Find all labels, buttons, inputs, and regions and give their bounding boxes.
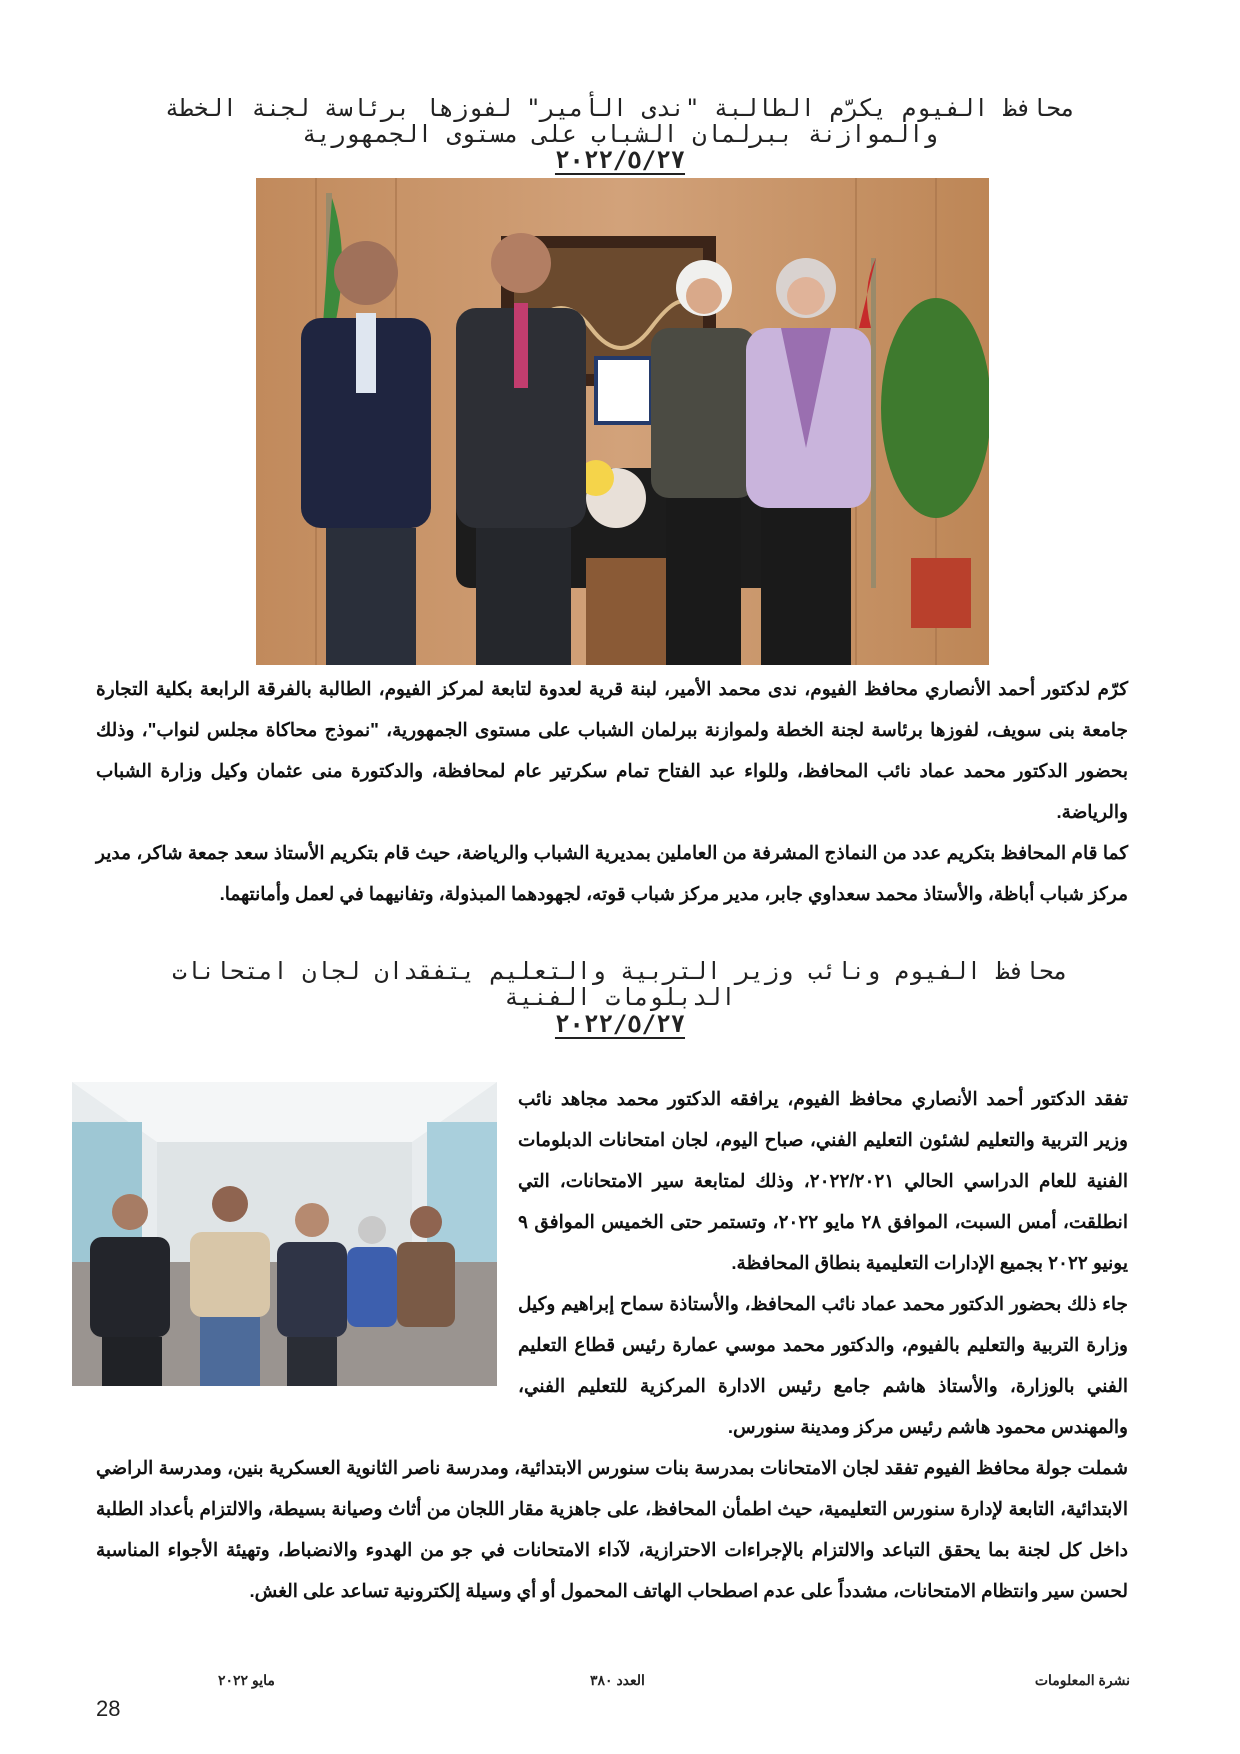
article1-paragraph-2: كما قام المحافظ بتكريم عدد من النماذج المشرفة من العاملين بمديرية الشباب والرياضة، حيث قام بتكريم الأستاذ سعد جمعة شاكر، مدير مركز شباب أباظة، والأستاذ محمد سعداوي جابر، مدير مركز شباب قوته، لجهودهما المبذولة، وتفانيهما في لعمل وأمانتهما. <box>96 842 1128 904</box>
page-number: 28 <box>96 1696 121 1721</box>
article1-title-line1: محافظ الفيوم يكرّم الطالبة "ندى الأمير" لفوزها برئاسة لجنة الخطة <box>164 94 1076 122</box>
article2-paragraph-3: شملت جولة محافظ الفيوم تفقد لجان الامتحانات بمدرسة بنات سنورس الابتدائية، ومدرسة ناصر الثانوية العسكرية بنين، ومدرسة الراضي الابتدائية، التابعة لإدارة سنورس التعليمية، حيث اطمأن المحافظ، على جاهزية مقار اللجان من أثاث وصيانة بسيطة، والالتزام بأعداد الطلبة داخل كل لجنة بما يحقق التباعد والالتزام بالإجراءات الاحترازية، لآداء الامتحانات في جو من الهدوء والانضباط، وتهيئة الأجواء المناسبة لحسن سير وانتظام الامتحانات، مشدداً على عدم اصطحاب الهاتف المحمول أو أي وسيلة إلكترونية تساعد على الغش. <box>96 1457 1128 1601</box>
footer-month: مايو ٢٠٢٢ <box>218 1672 275 1688</box>
article1-paragraph-1: كرّم لدكتور أحمد الأنصاري محافظ الفيوم، ندى محمد الأمير، لبنة قرية لعدوة لتابعة لمركز الفيوم، الطالبة بالفرقة الرابعة بكلية التجارة جامعة بنى سويف، لفوزها برئاسة لجنة الخطة ولموازنة ببرلمان الشباب على مستوى الجمهورية، "نموذج محاكاة مجلس لنواب"، وذلك بحضور الدكتور محمد عماد نائب المحافظ، وللواء عبد الفتاح تمام سكرتير عام لمحافظة، والدكتورة منى عثمان وكيل وزارة الشباب والرياضة. <box>96 678 1128 822</box>
article1-title-line2: والموازنة ببرلمان الشباب على مستوى الجمهورية <box>302 120 938 148</box>
article2-title-line2: الدبلومات الفنية <box>504 983 736 1011</box>
article2-title-line1: محافظ الفيوم ونائب وزير التربية والتعليم يتفقدان لجان امتحانات <box>172 957 1068 985</box>
article1-date: ٢٠٢٢/٥/٢٧ <box>554 146 686 174</box>
article2-paragraph-2: جاء ذلك بحضور الدكتور محمد عماد نائب المحافظ، والأستاذة سماح إبراهيم وكيل وزارة التربية والتعليم بالفيوم، والدكتور محمد موسي عمارة رئيس قطاع التعليم الفني بالوزارة، والأستاذ هاشم جامع رئيس الادارة المركزية للتعليم الفني، والمهندس محمود هاشم رئيس مركز ومدينة سنورس. <box>518 1293 1128 1437</box>
inspection-photo <box>72 1082 497 1386</box>
footer-publication: نشرة المعلومات <box>1034 1672 1130 1688</box>
footer-issue: العدد ٣٨٠ <box>590 1672 645 1688</box>
article2-title <box>140 958 1100 1010</box>
article2-date: ٢٠٢٢/٥/٢٧ <box>554 1010 686 1038</box>
ceremony-photo <box>256 178 989 665</box>
article2-paragraph-1: تفقد الدكتور أحمد الأنصاري محافظ الفيوم، يرافقه الدكتور محمد مجاهد نائب وزير التربية والتعليم لشئون التعليم الفني، صباح اليوم، لجان امتحانات الدبلومات الفنية للعام الدراسي الحالي ٢٠٢٢/٢٠٢١، وذلك لمتابعة سير الامتحانات، التي انطلقت، أمس السبت، الموافق ٢٨ مايو ٢٠٢٢، وتستمر حتى الخميس الموافق ٩ يونيو ٢٠٢٢ بجميع الإدارات التعليمية بنطاق المحافظة. <box>518 1088 1128 1273</box>
article1-title <box>140 95 1100 147</box>
